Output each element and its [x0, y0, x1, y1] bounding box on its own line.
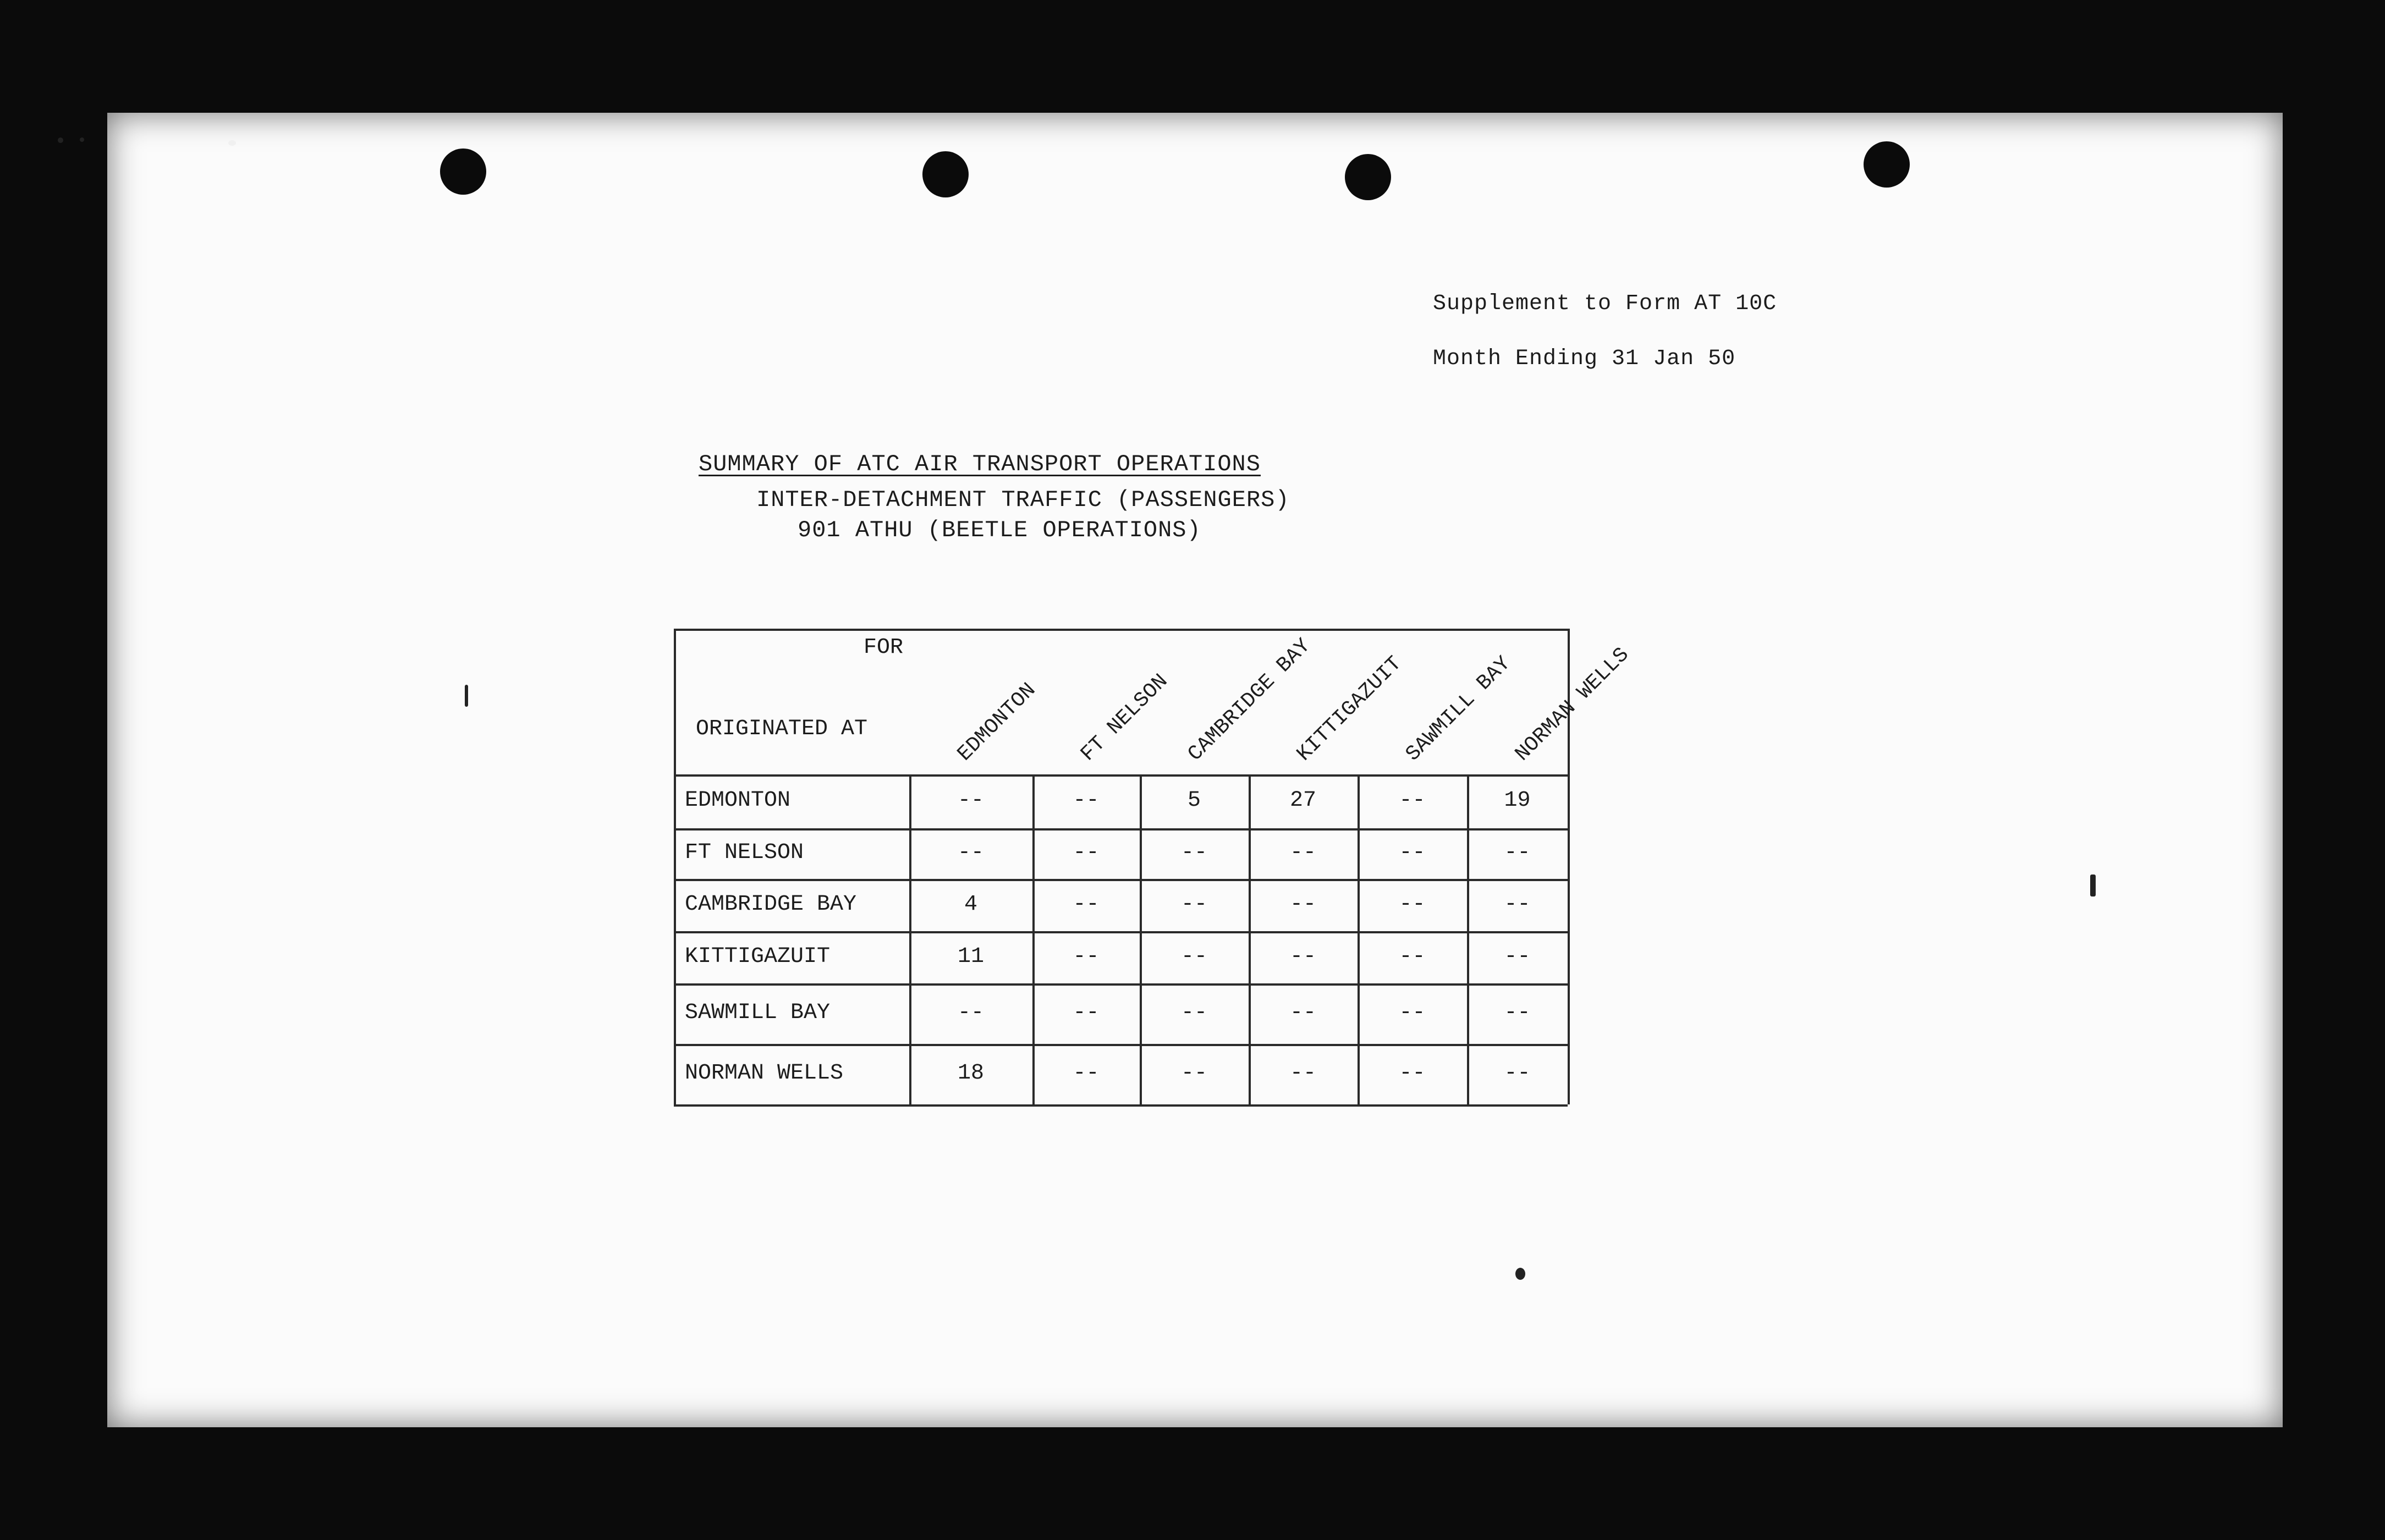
- column-header: KITTIGAZUIT: [1292, 652, 1407, 766]
- speck: [58, 138, 63, 143]
- table-cell: --: [1073, 788, 1100, 813]
- table-column-line: [1249, 774, 1251, 1104]
- punch-hole: [440, 148, 486, 195]
- table-cell: --: [1399, 1000, 1426, 1025]
- row-header: EDMONTON: [685, 788, 791, 813]
- punch-hole: [1864, 141, 1910, 188]
- table-cell: --: [1180, 1000, 1207, 1025]
- table-cell: --: [957, 840, 984, 865]
- row-header: SAWMILL BAY: [685, 1000, 831, 1025]
- document-subtitle-unit: 901 ATHU (BEETLE OPERATIONS): [798, 517, 1201, 543]
- table-row-line: [674, 931, 1568, 933]
- table-cell: --: [1399, 788, 1426, 813]
- table-column-line: [1467, 774, 1469, 1104]
- table-cell: --: [1180, 1061, 1207, 1086]
- speck: [465, 685, 468, 707]
- punch-hole: [1345, 154, 1391, 200]
- table-row-line: [674, 1044, 1568, 1046]
- table-corner-originated: ORIGINATED AT: [696, 717, 868, 741]
- table-cell: --: [1073, 892, 1100, 917]
- table-cell: --: [1399, 944, 1426, 969]
- table-cell: --: [1073, 944, 1100, 969]
- table-row-line: [674, 879, 1568, 881]
- table-column-line: [1358, 774, 1360, 1104]
- form-supplement-text: Supplement to Form AT 10C: [1433, 292, 1777, 316]
- speck: [80, 138, 84, 142]
- column-header: CAMBRIDGE BAY: [1183, 634, 1316, 766]
- speck: [228, 140, 236, 146]
- table-cell: --: [1504, 944, 1531, 969]
- table-cell: --: [957, 788, 984, 813]
- column-header: SAWMILL BAY: [1401, 652, 1516, 766]
- table-cell: --: [1289, 1061, 1316, 1086]
- table-corner-for: FOR: [864, 635, 904, 660]
- speck: [2090, 875, 2096, 897]
- document-title: SUMMARY OF ATC AIR TRANSPORT OPERATIONS: [699, 451, 1261, 477]
- table-border-top: [674, 629, 1568, 631]
- table-cell: --: [1399, 1061, 1426, 1086]
- table-cell: --: [1180, 840, 1207, 865]
- table-cell: 5: [1187, 788, 1201, 813]
- table-column-line: [1140, 774, 1142, 1104]
- table-column-line: [909, 774, 911, 1104]
- column-header: EDMONTON: [953, 678, 1041, 766]
- table-cell: --: [1504, 840, 1531, 865]
- row-header: CAMBRIDGE BAY: [685, 892, 857, 917]
- table-cell: --: [1180, 944, 1207, 969]
- table-cell: --: [1073, 840, 1100, 865]
- month-ending-text: Month Ending 31 Jan 50: [1433, 346, 1736, 371]
- table-cell: --: [1399, 892, 1426, 917]
- table-cell: --: [957, 1000, 984, 1025]
- table-row-line: [674, 828, 1568, 831]
- table-cell: --: [1180, 892, 1207, 917]
- document-subtitle-traffic: INTER-DETACHMENT TRAFFIC (PASSENGERS): [756, 487, 1290, 513]
- speck: [1515, 1268, 1525, 1280]
- table-cell: 19: [1504, 788, 1531, 813]
- table-cell: --: [1504, 892, 1531, 917]
- table-cell: --: [1289, 944, 1316, 969]
- traffic-table: [674, 629, 1634, 1104]
- table-row-line: [674, 1104, 1568, 1107]
- table-cell: --: [1289, 892, 1316, 917]
- column-header: NORMAN WELLS: [1510, 643, 1634, 766]
- row-header: NORMAN WELLS: [685, 1061, 844, 1086]
- table-cell: --: [1289, 840, 1316, 865]
- row-header: KITTIGAZUIT: [685, 944, 831, 969]
- table-cell: 11: [957, 944, 984, 969]
- table-column-line: [674, 629, 676, 1104]
- table-cell: --: [1289, 1000, 1316, 1025]
- table-cell: 4: [964, 892, 977, 917]
- column-header: FT NELSON: [1076, 669, 1173, 766]
- table-cell: 27: [1289, 788, 1316, 813]
- table-row-line: [674, 983, 1568, 986]
- table-cell: --: [1504, 1061, 1531, 1086]
- table-cell: --: [1504, 1000, 1531, 1025]
- table-cell: 18: [957, 1061, 984, 1086]
- table-cell: --: [1399, 840, 1426, 865]
- table-row-line: [674, 774, 1568, 777]
- row-header: FT NELSON: [685, 840, 804, 865]
- table-cell: --: [1073, 1061, 1100, 1086]
- table-cell: --: [1073, 1000, 1100, 1025]
- table-column-line: [1032, 774, 1035, 1104]
- punch-hole: [922, 151, 969, 197]
